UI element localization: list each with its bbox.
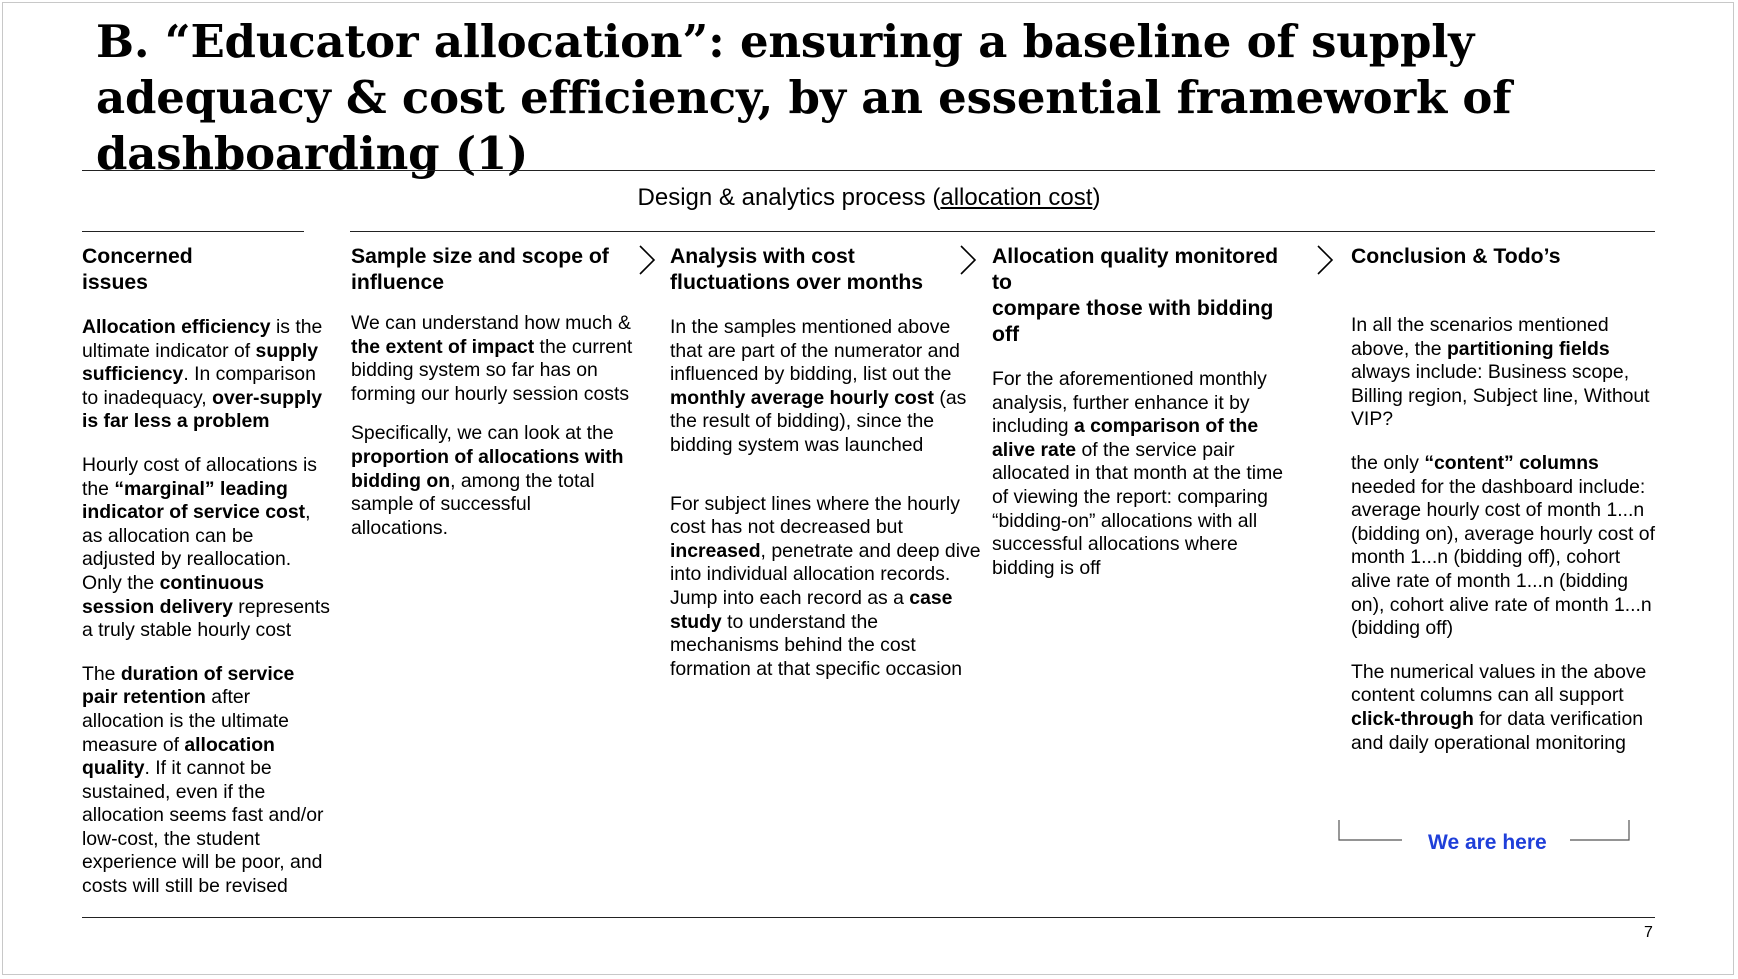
column-concerned-issues bbox=[82, 244, 330, 899]
bold-text: proportion of allocations with bidding on bbox=[351, 445, 624, 492]
column-paragraph bbox=[992, 368, 1302, 580]
column-body bbox=[1351, 314, 1656, 755]
bold-text: monthly average hourly cost bbox=[670, 386, 934, 409]
column-paragraph bbox=[351, 312, 633, 406]
column-heading-line: Sample size and scope of bbox=[351, 245, 609, 268]
text-run: the current bidding system so far has on forming our hourly session costs bbox=[351, 335, 633, 405]
page-number: 7 bbox=[1644, 924, 1653, 941]
text-run: . If it cannot be sustained, even if the allocation seems fast and/or low-cost, the student experience will be poor, and costs will still be revised bbox=[82, 757, 324, 898]
bold-text: click-through bbox=[1351, 707, 1474, 730]
process-link[interactable]: allocation cost bbox=[940, 184, 1093, 211]
text-run: In the samples mentioned above that are part of the numerator and influenced by bidding, list out the bbox=[670, 316, 960, 386]
title-divider bbox=[82, 170, 1655, 171]
column-divider-issues bbox=[82, 231, 304, 232]
bold-text: over-supply is far less a problem bbox=[82, 386, 322, 433]
column-divider-process bbox=[350, 231, 1655, 232]
column-paragraph bbox=[351, 422, 633, 540]
bold-text: allocation quality bbox=[82, 733, 275, 780]
column-cost-analysis bbox=[670, 244, 986, 681]
column-body bbox=[670, 316, 986, 681]
bold-text: “marginal” leading indicator of service cost bbox=[82, 477, 306, 524]
text-run: needed for the dashboard include: average hourly cost of month 1...n (bidding on), average hourly cost of month 1...n (bidding off), cohort alive rate of month 1...n (bidding on), cohort alive rate of month 1...n (bidding off) bbox=[1351, 475, 1655, 640]
column-paragraph bbox=[1351, 661, 1656, 755]
text-run: , penetrate and deep dive into individual allocation records. Jump into each record as a bbox=[670, 539, 981, 609]
column-paragraph bbox=[1351, 314, 1656, 432]
column-conclusion bbox=[1351, 244, 1656, 755]
bold-text: the extent of impact bbox=[351, 335, 535, 358]
text-run: of the service pair allocated in that month at the time of viewing the report: comparing “bidding-on” allocations with all successful allocations where bidding is off bbox=[992, 438, 1284, 579]
we-are-here-label: We are here bbox=[1428, 831, 1547, 854]
column-heading bbox=[82, 244, 330, 296]
column-paragraph bbox=[670, 316, 986, 458]
chevron-right-icon bbox=[1314, 243, 1336, 277]
process-subtitle bbox=[0, 184, 1738, 212]
bold-text: Allocation efficiency bbox=[82, 316, 271, 338]
bold-text: a comparison of the alive rate bbox=[992, 415, 1259, 461]
column-paragraph bbox=[670, 493, 986, 682]
text-run: We can understand how much & bbox=[351, 312, 631, 334]
text-run: For the aforementioned monthly analysis, further enhance it by including bbox=[992, 368, 1267, 438]
column-body bbox=[82, 316, 330, 899]
text-run: always include: Business scope, Billing region, Subject line, Without VIP? bbox=[1351, 361, 1650, 431]
text-run: for data verification and daily operational monitoring bbox=[1351, 707, 1644, 754]
text-run: represents a truly stable hourly cost bbox=[82, 595, 330, 642]
column-heading bbox=[992, 244, 1302, 348]
text-run: The numerical values in the above content columns can all support bbox=[1351, 660, 1647, 707]
bold-text: increased bbox=[670, 539, 761, 562]
chevron-right-icon bbox=[636, 243, 658, 277]
bold-text: supply sufficiency bbox=[82, 339, 319, 386]
text-run: (as the result of bidding), since the bidding system was launched bbox=[670, 386, 967, 456]
text-run: to understand the mechanisms behind the cost formation at that specific occasion bbox=[670, 610, 963, 680]
column-heading-line: fluctuations over months bbox=[670, 271, 924, 294]
text-run: The bbox=[82, 662, 121, 685]
column-heading-line: influence bbox=[351, 271, 445, 294]
column-heading bbox=[670, 244, 986, 296]
text-run: is the ultimate indicator of bbox=[82, 316, 323, 362]
text-run: the only bbox=[1351, 451, 1425, 474]
footer-divider bbox=[82, 917, 1655, 918]
text-run: Hourly cost of allocations is the bbox=[82, 453, 317, 500]
text-run: after allocation is the ultimate measure of bbox=[82, 686, 289, 756]
column-heading-line: compare those with bidding off bbox=[992, 297, 1274, 346]
bold-text: continuous session delivery bbox=[82, 571, 265, 618]
text-run: . In comparison to inadequacy, bbox=[82, 363, 316, 409]
bold-text: duration of service pair retention bbox=[82, 662, 295, 709]
column-heading bbox=[351, 244, 633, 296]
text-run: , as allocation can be adjusted by reallocation. Only the bbox=[82, 501, 311, 594]
column-quality-monitoring bbox=[992, 244, 1302, 580]
column-sample-size bbox=[351, 244, 633, 540]
column-heading-line: Allocation quality monitored to bbox=[992, 245, 1279, 294]
bold-text: case study bbox=[670, 586, 953, 633]
text-run: Specifically, we can look at the bbox=[351, 422, 614, 445]
column-paragraph bbox=[1351, 452, 1656, 641]
column-heading-line: Analysis with cost bbox=[670, 245, 855, 268]
column-heading bbox=[1351, 244, 1656, 270]
column-heading-line: Conclusion & Todo’s bbox=[1351, 245, 1561, 268]
column-body bbox=[992, 368, 1302, 580]
bold-text: partitioning fields bbox=[1446, 337, 1610, 360]
column-body bbox=[351, 312, 633, 540]
column-paragraph bbox=[82, 454, 330, 643]
bold-text: “content” columns bbox=[1424, 451, 1599, 474]
column-heading-line: Concerned bbox=[82, 245, 193, 268]
column-paragraph bbox=[82, 663, 330, 899]
text-run: , among the total sample of successful allocations. bbox=[351, 469, 595, 539]
process-suffix: ) bbox=[1092, 184, 1101, 211]
column-paragraph bbox=[82, 316, 330, 434]
text-run: For subject lines where the hourly cost has not decreased but bbox=[670, 492, 960, 539]
column-heading-line: issues bbox=[82, 271, 148, 294]
text-run: In all the scenarios mentioned above, the bbox=[1351, 314, 1609, 360]
slide-title: B. “Educator allocation”: ensuring a baseline of supply adequacy & cost efficiency, by an essential framework of dashboarding (1) bbox=[96, 15, 1512, 180]
process-prefix: Design & analytics process ( bbox=[637, 184, 941, 211]
